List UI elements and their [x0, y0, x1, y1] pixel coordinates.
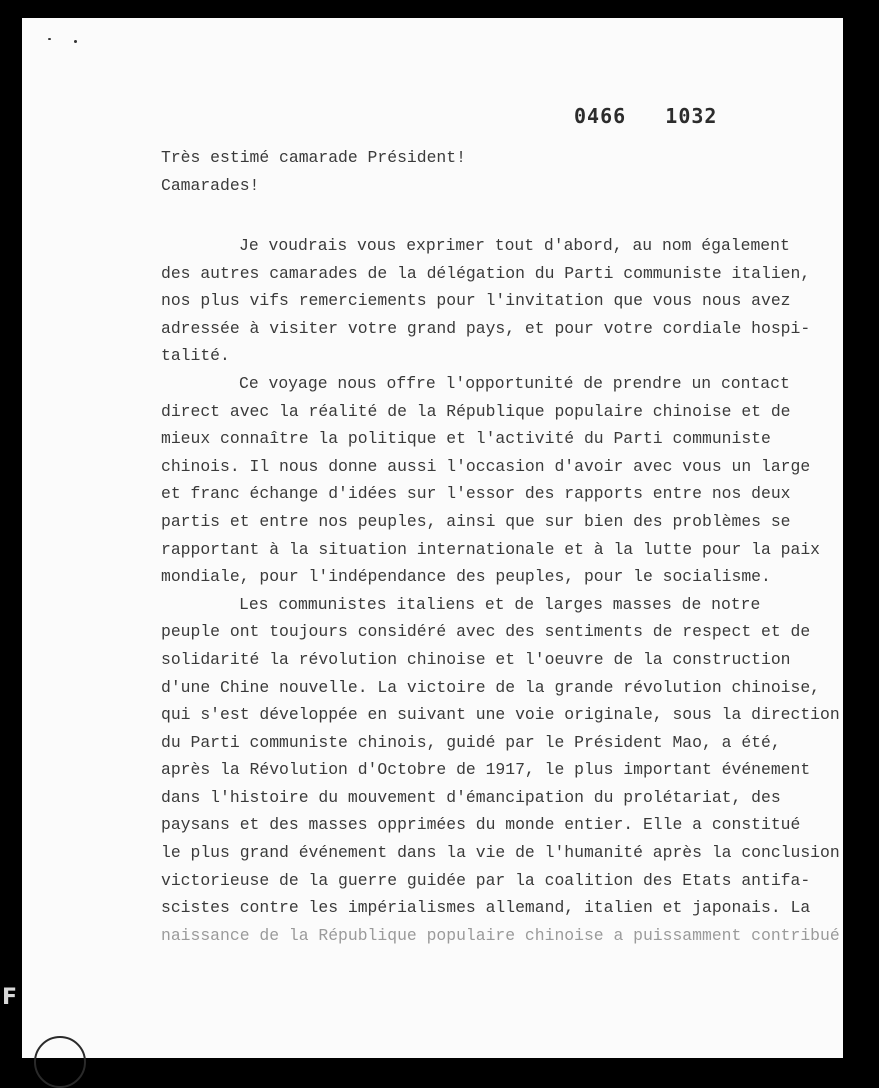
paragraph-line: d'une Chine nouvelle. La victoire de la grande révolution chinoise, [161, 677, 821, 697]
letter-body [161, 144, 841, 949]
paragraph-line: chinois. Il nous donne aussi l'occasion d'avoir avec vous un large [161, 456, 811, 476]
paragraph-line: mieux connaître la politique et l'activité du Parti communiste [161, 429, 771, 449]
scan-edge-mark: F [2, 985, 18, 1010]
scan-speck [74, 40, 77, 43]
paragraph-line: dans l'histoire du mouvement d'émancipation du prolétariat, des [161, 787, 781, 807]
paragraph-line: scistes contre les impérialismes allemand, italien et japonais. La [161, 898, 811, 918]
paragraph-line: mondiale, pour l'indépendance des peuples, pour le socialisme. [161, 567, 771, 587]
paragraph-line: après la Révolution d'Octobre de 1917, le plus important événement [161, 760, 811, 780]
paragraph-line: adressée à visiter votre grand pays, et pour votre cordiale hospi- [161, 318, 811, 338]
document-number [574, 104, 717, 128]
paragraph-line: Les communistes italiens et de larges masses de notre [239, 594, 761, 614]
paragraph-line: direct avec la réalité de la République populaire chinoise et de [161, 401, 791, 421]
paragraph-line: peuple ont toujours considéré avec des sentiments de respect et de [161, 622, 811, 642]
paragraph-line: et franc échange d'idées sur l'essor des rapports entre nos deux [161, 484, 791, 504]
paragraph-line: Ce voyage nous offre l'opportunité de prendre un contact [239, 373, 790, 393]
document-number-right: 1032 [665, 104, 718, 128]
paragraph-line: paysans et des masses opprimées du monde entier. Elle a constitué [161, 815, 801, 835]
paragraph-line: du Parti communiste chinois, guidé par le Président Mao, a été, [161, 732, 781, 752]
paragraph-line: talité. [161, 346, 230, 366]
paragraph [161, 232, 841, 370]
paragraph-line: qui s'est développée en suivant une voie originale, sous la direction [161, 705, 840, 725]
paragraph-line: solidarité la révolution chinoise et l'oeuvre de la construction [161, 649, 791, 669]
paragraph-gap [161, 200, 841, 232]
paragraph-line: des autres camarades de la délégation du Parti communiste italien, [161, 263, 811, 283]
paragraph [161, 370, 841, 591]
paragraph-line: victorieuse de la guerre guidée par la coalition des Etats antifa- [161, 870, 811, 890]
salutation-line: Camarades! [161, 176, 260, 195]
paragraph-line: partis et entre nos peuples, ainsi que sur bien des problèmes se [161, 511, 791, 531]
document-page [22, 18, 843, 1058]
salutation-line: Très estimé camarade Président! [161, 148, 466, 167]
document-number-left: 0466 [574, 104, 627, 128]
scan-edge-ring [34, 1036, 86, 1088]
paragraph [161, 591, 841, 950]
paragraph-line: Je voudrais vous exprimer tout d'abord, au nom également [239, 236, 790, 255]
paragraph-line: rapportant à la situation internationale et à la lutte pour la paix [161, 539, 821, 559]
paragraph-line: naissance de la République populaire chinoise a puissamment contribué [161, 925, 840, 945]
scan-speck [48, 38, 51, 40]
paragraph-line: nos plus vifs remerciements pour l'invitation que vous nous avez [161, 291, 791, 311]
paragraph-line: le plus grand événement dans la vie de l'humanité après la conclusion [161, 843, 840, 863]
